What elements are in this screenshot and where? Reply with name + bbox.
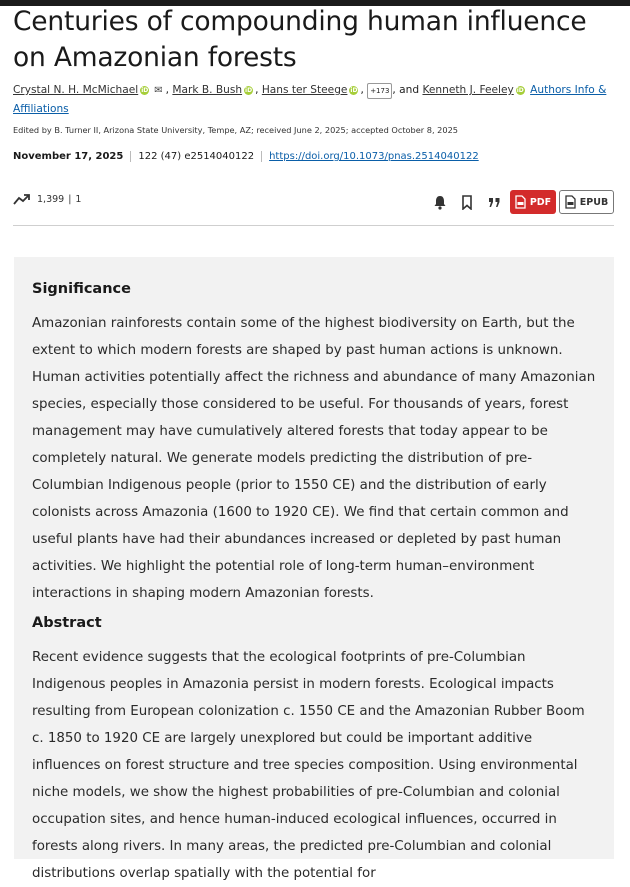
- article-title: Centuries of compounding human influence on Amazonian forests: [13, 6, 587, 73]
- cite-quote-icon[interactable]: [483, 191, 505, 213]
- author-separator: ,: [255, 84, 259, 96]
- more-authors-button[interactable]: +173: [367, 83, 392, 99]
- author-link[interactable]: Kenneth J. Feeley: [422, 84, 514, 96]
- author-separator: ,: [360, 84, 364, 96]
- orcid-icon[interactable]: iD: [245, 87, 253, 94]
- pdf-button[interactable]: [510, 190, 556, 214]
- trending-icon: [13, 193, 31, 205]
- metrics-divider: |: [68, 193, 72, 205]
- bookmark-icon[interactable]: [456, 191, 478, 213]
- orcid-icon[interactable]: iD: [516, 87, 524, 94]
- epub-label: EPUB: [579, 196, 609, 208]
- author-separator: ,: [165, 84, 169, 96]
- author-link[interactable]: Mark B. Bush: [172, 84, 243, 96]
- author-link[interactable]: Hans ter Steege: [261, 84, 348, 96]
- doi-link[interactable]: https://doi.org/10.1073/pnas.2514040122: [269, 151, 479, 162]
- author-list: [13, 81, 613, 119]
- epub-button[interactable]: [559, 190, 614, 214]
- publication-date: November 17, 2025: [13, 151, 131, 162]
- mail-icon[interactable]: ✉: [154, 85, 163, 96]
- orcid-icon[interactable]: iD: [350, 87, 358, 94]
- content-panel: [14, 257, 614, 881]
- publication-meta: [13, 148, 479, 165]
- author-link[interactable]: Crystal N. H. McMichael: [13, 84, 139, 96]
- abstract-heading: Abstract: [32, 615, 102, 631]
- pdf-file-icon: [515, 195, 526, 209]
- edited-by: Edited by B. Turner II, Arizona State University, Tempe, AZ; received June 2, 2025; accepted October 8, 2025: [13, 125, 459, 135]
- and-text: , and: [392, 84, 420, 96]
- citations-count: 1: [75, 193, 82, 205]
- views-count: 1,399: [37, 193, 65, 205]
- alert-bell-icon[interactable]: [429, 191, 451, 213]
- significance-heading: Significance: [32, 281, 131, 297]
- article-metrics[interactable]: [13, 193, 81, 205]
- abstract-text: Recent evidence suggests that the ecological footprints of pre-Columbian Indigenous peoples in Amazonia persist in modern forests. Ecological impacts resulting from European colonization c. 1550 CE and the Amazonian Rubber Boom c. 1850 to 1920 CE are largely unexplored but could be important additive influences on forest structure and tree species composition. Using environmental niche models, we show the highest probabilities of pre-Columbian and colonial occupation sites, and hence human-induced ecological influences, occurred in forests along rivers. In many areas, the predicted pre-Columbian and colonial distributions overlap spatially with the potential for: [32, 650, 585, 881]
- metrics-toolbar: [13, 187, 614, 226]
- action-buttons: [424, 190, 614, 214]
- epub-file-icon: [565, 195, 576, 209]
- pdf-label: PDF: [529, 196, 552, 208]
- significance-text: Amazonian rainforests contain some of the highest biodiversity on Earth, but the extent to which modern forests are shaped by past human actions is unknown. Human activities potentially affect the richness and abundance of many Amazonian species, especially those considered to be useful. For thousands of years, forest management may have cumulatively altered forests that today appear to be completely natural. We generate models predicting the distribution of pre-Columbian Indigenous people (prior to 1550 CE) and the distribution of early colonists across Amazonia (1600 to 1920 CE). We find that certain common and useful plants have had their abundances increased or depleted by past human activities. We highlight the potential role of long-term human–environment interactions in shaping modern Amazonian forests.: [32, 316, 596, 601]
- volume-issue: 122 (47) e2514040122: [131, 151, 262, 162]
- authors-info-link[interactable]: Authors Info & Affiliations: [13, 84, 607, 115]
- orcid-icon[interactable]: iD: [141, 87, 149, 94]
